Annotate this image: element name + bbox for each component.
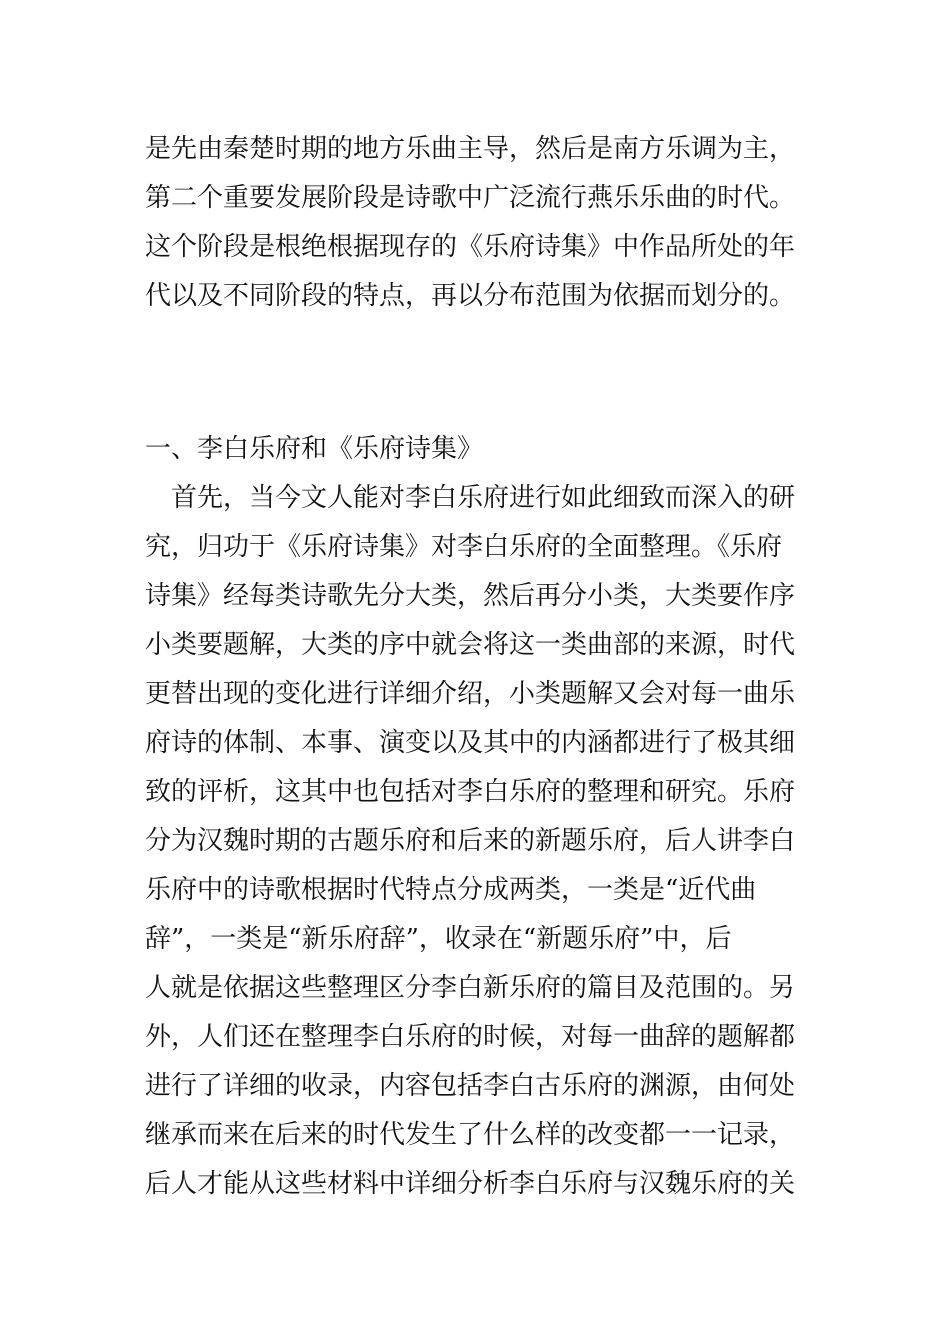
intro-line-3: 这个阶段是根绝根据现存的《乐府诗集》中作品所处的年 xyxy=(145,232,796,262)
body-line-8: 分为汉魏时期的古题乐府和后来的新题乐府，后人讲李白 xyxy=(145,826,796,856)
intro-line-4: 代以及不同阶段的特点，再以分布范围为依据而划分的。 xyxy=(145,281,796,311)
body-line-15: 后人才能从这些材料中详细分析李白乐府与汉魏乐府的关 xyxy=(145,1169,796,1199)
body-line-12: 外，人们还在整理李白乐府的时候，对每一曲辞的题解都 xyxy=(145,1022,796,1052)
body-line-13: 进行了详细的收录，内容包括李白古乐府的渊源，由何处 xyxy=(145,1071,796,1101)
body-line-5: 更替出现的变化进行详细介绍，小类题解又会对每一曲乐 xyxy=(145,679,796,709)
intro-line-2: 第二个重要发展阶段是诗歌中广泛流行燕乐乐曲的时代。 xyxy=(145,183,796,213)
body-line-11: 人就是依据这些整理区分李白新乐府的篇目及范围的。另 xyxy=(145,973,796,1003)
body-line-2: 究，归功于《乐府诗集》对李白乐府的全面整理。《乐府 xyxy=(145,532,783,562)
body-line-1: 首先，当今文人能对李白乐府进行如此细致而深入的研 xyxy=(145,483,796,513)
section-heading: 一、李白乐府和《乐府诗集》 xyxy=(145,434,484,464)
body-line-7: 致的评析，这其中也包括对李白乐府的整理和研究。乐府 xyxy=(145,777,796,807)
body-line-4: 小类要题解，大类的序中就会将这一类曲部的来源，时代 xyxy=(145,630,796,660)
body-line-10: 辞”，一类是“新乐府辞”，收录在“新题乐府”中，后 xyxy=(145,924,732,954)
body-line-14: 继承而来在后来的时代发生了什么样的改变都一一记录， xyxy=(145,1120,796,1150)
body-line-6: 府诗的体制、本事、演变以及其中的内涵都进行了极其细 xyxy=(145,728,796,758)
intro-line-1: 是先由秦楚时期的地方乐曲主导，然后是南方乐调为主， xyxy=(145,134,796,164)
body-line-9: 乐府中的诗歌根据时代特点分成两类，一类是“近代曲 xyxy=(145,875,757,905)
body-line-3: 诗集》经每类诗歌先分大类，然后再分小类，大类要作序 xyxy=(145,581,796,611)
